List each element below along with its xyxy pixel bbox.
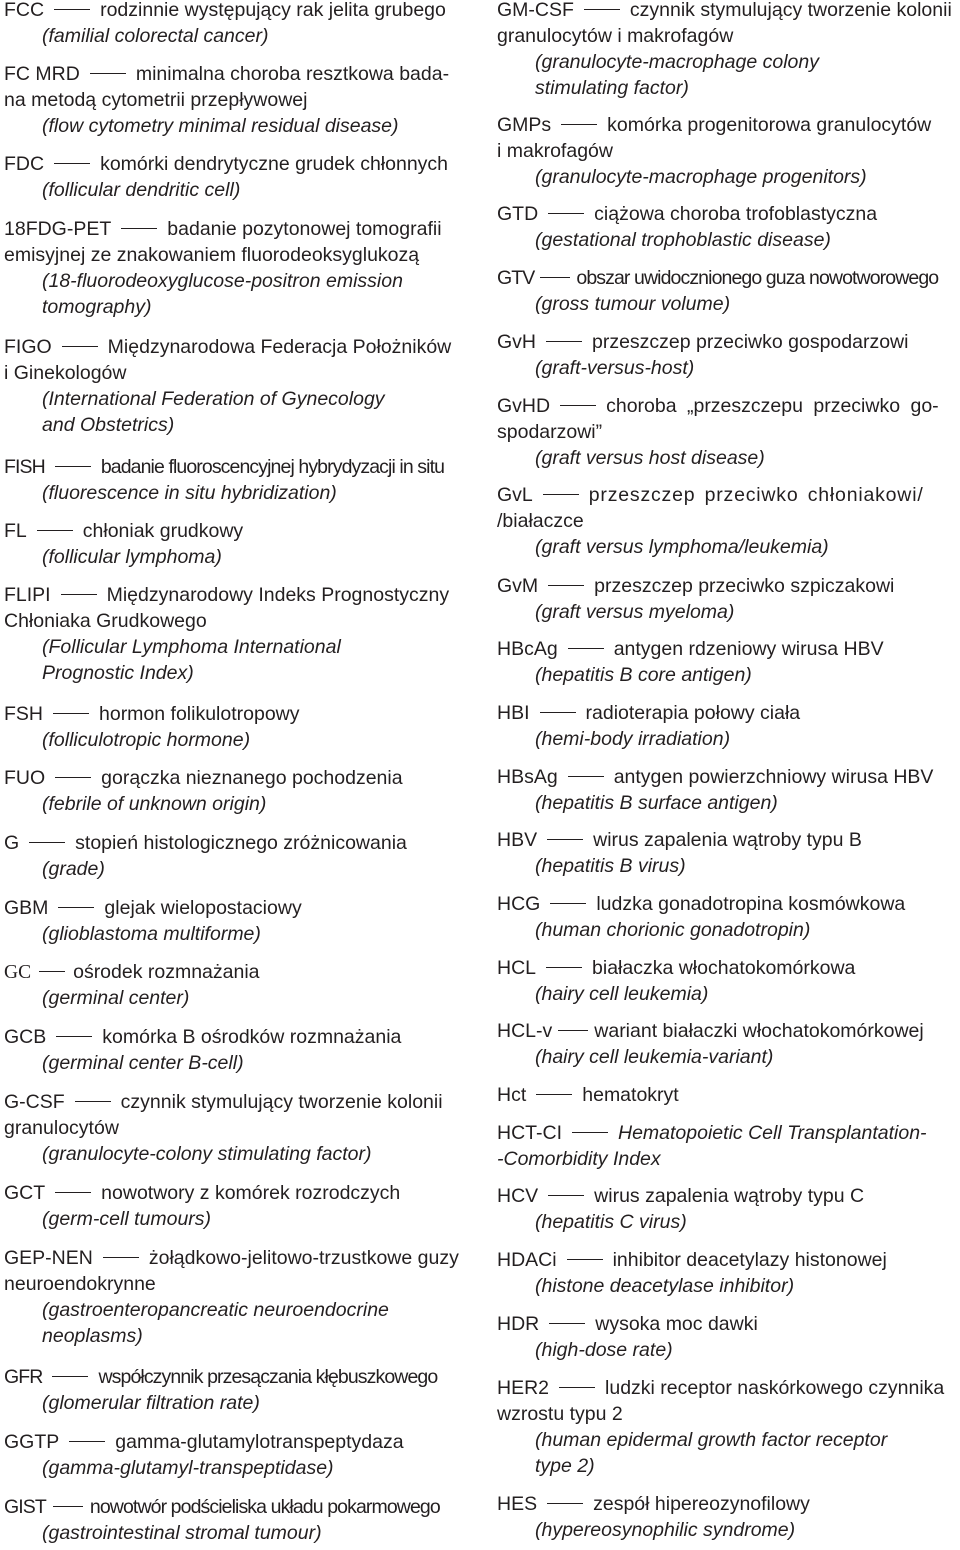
entry-polish-term: wirus zapalenia wątroby typu C (594, 1185, 865, 1207)
entry-polish-term: gamma-glutamylotranspeptydaza (115, 1431, 404, 1453)
dash-separator (540, 277, 570, 278)
entry-polish-term: ciążowa choroba trofoblastyczna (594, 203, 878, 225)
dash-separator (69, 1441, 105, 1442)
entry-polish-term: gorączka nieznanego pochodzenia (101, 767, 403, 789)
entry-english-term: (histone deacetylase inhibitor) (535, 1275, 795, 1297)
entry-polish-term: stopień histologicznego zróżnicowania (75, 832, 407, 854)
entry-head-line (497, 764, 959, 790)
entry-abbreviation: FL (4, 520, 27, 542)
entry-head-line (497, 891, 959, 917)
entry-polish-term: wysoka moc dawki (595, 1313, 758, 1335)
entry-head-line (4, 765, 469, 791)
entry-english-term: (graft-versus-host) (535, 357, 695, 379)
entry-english-term: (gross tumour volume) (535, 293, 731, 315)
entry-head-line (4, 151, 469, 177)
entry-english-term: (fluorescence in situ hybridization) (42, 482, 337, 504)
entry-polish-term-continued: i Ginekologów (4, 362, 127, 384)
entry-polish-term: wirus zapalenia wątroby typu B (593, 829, 862, 851)
dash-separator (568, 648, 604, 649)
entry-polish-term-continued: wzrostu typu 2 (497, 1403, 623, 1425)
entry-polish-term: Hematopoietic Cell Transplantation- (618, 1122, 927, 1144)
entry-polish-term: przeszczep przeciwko chłoniakowi/ (588, 484, 924, 506)
entry-english-term-continued: type 2) (535, 1455, 595, 1477)
entry-abbreviation: GTD (497, 203, 539, 225)
entry-head-line (497, 573, 959, 599)
entry-abbreviation: FISH (4, 456, 45, 478)
dash-separator (561, 124, 597, 125)
entry-head-line (497, 1120, 959, 1146)
entry-head-line (497, 955, 959, 981)
entry-english-term: (hairy cell leukemia-variant) (535, 1046, 774, 1068)
entry-polish-term: antygen powierzchniowy wirusa HBV (613, 766, 934, 788)
entry-english-term: (flow cytometry minimal residual disease) (42, 115, 399, 137)
dash-separator (536, 1094, 572, 1095)
entry-english-term: (hypereosynophilic syndrome) (535, 1519, 796, 1541)
entry-head-line (4, 454, 469, 480)
entry-polish-term-continued: neuroendokrynne (4, 1273, 156, 1295)
entry-head-line (497, 1183, 959, 1209)
dash-separator (567, 1259, 603, 1260)
entry-head-line (4, 1429, 469, 1455)
entry-english-term: (hepatitis C virus) (535, 1211, 687, 1233)
entry-abbreviation: GM-CSF (497, 0, 574, 21)
entry-head-line (497, 1491, 959, 1517)
entry-polish-term: nowotwory z komórek rozrodczych (101, 1182, 401, 1204)
entry-polish-term: Międzynarodowy Indeks Prognostyczny (106, 584, 450, 606)
dash-separator (52, 1376, 88, 1377)
entry-head-line (497, 201, 959, 227)
entry-english-term: (Follicular Lymphoma International (42, 636, 341, 658)
entry-polish-term: żołądkowo-jelitowo-trzustkowe guzy (148, 1247, 459, 1269)
dash-separator (56, 1036, 92, 1037)
entry-abbreviation: FSH (4, 703, 43, 725)
entry-polish-term-continued: granulocytów (4, 1117, 119, 1139)
entry-english-term: (high-dose rate) (535, 1339, 673, 1361)
entry-english-term: (febrile of unknown origin) (42, 793, 267, 815)
entry-abbreviation: GC (4, 962, 32, 983)
entry-english-term: (grade) (42, 858, 105, 880)
dash-separator (548, 585, 584, 586)
entry-polish-term-continued: Chłoniaka Grudkowego (4, 610, 207, 632)
entry-polish-term: radioterapia połowy ciała (585, 702, 801, 724)
entry-abbreviation: FIGO (4, 336, 52, 358)
entry-polish-term: przeszczep przeciwko gospodarzowi (592, 331, 909, 353)
entry-head-line (497, 1311, 959, 1337)
entry-polish-term: hematokryt (582, 1084, 679, 1106)
entry-head-line (497, 1247, 959, 1273)
entry-head-line (497, 0, 959, 23)
entry-head-line (4, 1180, 469, 1206)
entry-head-line (497, 1375, 959, 1401)
entry-english-term: (granulocyte-macrophage colony (535, 51, 819, 73)
entry-english-term: (gestational trophoblastic disease) (535, 229, 831, 251)
entry-head-line (4, 895, 469, 921)
entry-english-term: (gastrointestinal stromal tumour) (42, 1522, 322, 1544)
entry-abbreviation: FCC (4, 0, 45, 21)
entry-english-term-continued: tomography) (42, 296, 152, 318)
entry-abbreviation: HDACi (497, 1249, 557, 1271)
entry-polish-term-continued: i makrofagów (497, 140, 613, 162)
entry-polish-term: białaczka włochatokomórkowa (592, 957, 856, 979)
entry-abbreviation: HBI (497, 702, 530, 724)
entry-polish-term: komórka progenitorowa granulocytów (607, 114, 932, 136)
entry-head-line (4, 1364, 469, 1390)
entry-abbreviation: HBsAg (497, 766, 558, 788)
dash-separator (62, 346, 98, 347)
entry-polish-term: ludzki receptor naskórkowego czynnika (605, 1377, 945, 1399)
entry-abbreviation: GIST (4, 1496, 46, 1518)
entry-polish-term: chłoniak grudkowy (82, 520, 244, 542)
entry-english-term: (follicular dendritic cell) (42, 179, 241, 201)
entry-head-line (4, 518, 469, 544)
entry-abbreviation: GvH (497, 331, 536, 353)
entry-english-term-continued: Prognostic Index) (42, 662, 194, 684)
entry-english-term: (glomerular filtration rate) (42, 1392, 260, 1414)
entry-head-line (497, 700, 959, 726)
entry-head-line (4, 830, 469, 856)
dash-separator (568, 776, 604, 777)
entry-english-term: (glioblastoma multiforme) (42, 923, 261, 945)
entry-english-term: (hepatitis B surface antigen) (535, 792, 778, 814)
entry-abbreviation: FDC (4, 153, 45, 175)
entry-english-term-continued: neoplasms) (42, 1325, 143, 1347)
entry-polish-term: ośrodek rozmnażania (73, 961, 260, 983)
entry-abbreviation: HCV (497, 1185, 539, 1207)
entry-abbreviation: GFR (4, 1366, 43, 1388)
entry-polish-term-continued: emisyjnej ze znakowaniem fluorodeoksyglukozą (4, 244, 420, 266)
entry-polish-term: rodzinnie występujący rak jelita grubego (100, 0, 446, 21)
entry-abbreviation: Hct (497, 1084, 527, 1106)
dash-separator (121, 228, 157, 229)
entry-polish-term: antygen rdzeniowy wirusa HBV (613, 638, 884, 660)
entry-english-term: (hepatitis B virus) (535, 855, 686, 877)
entry-head-line (4, 216, 469, 242)
entry-abbreviation: 18FDG-PET (4, 218, 112, 240)
entry-polish-term: wariant białaczki włochatokomórkowej (594, 1020, 924, 1042)
entry-abbreviation: FUO (4, 767, 46, 789)
entry-abbreviation: HCT-CI (497, 1122, 562, 1144)
entry-head-line (497, 1082, 959, 1108)
entry-polish-term: badanie fluoroscencyjnej hybrydyzacji in situ (100, 456, 445, 478)
entry-polish-term: inhibitor deacetylazy histonowej (612, 1249, 887, 1271)
dash-separator (55, 777, 91, 778)
entry-abbreviation: HCL-v (497, 1020, 553, 1042)
entry-head-line (4, 701, 469, 727)
entry-polish-term-continued: -Comorbidity Index (497, 1148, 661, 1170)
entry-english-term: (graft versus host disease) (535, 447, 765, 469)
entry-english-term: (18-fluorodeoxyglucose-positron emission (42, 270, 403, 292)
entry-english-term: (granulocyte-macrophage progenitors) (535, 166, 867, 188)
dash-separator (54, 163, 90, 164)
dash-separator (37, 530, 73, 531)
entry-polish-term: obszar uwidocznionego guza nowotworowego (576, 267, 939, 289)
dash-separator (540, 712, 576, 713)
dash-separator (55, 1192, 91, 1193)
entry-abbreviation: HES (497, 1493, 538, 1515)
entry-polish-term: komórka B ośrodków rozmnażania (102, 1026, 402, 1048)
entry-english-term: (folliculotropic hormone) (42, 729, 251, 751)
dash-separator (90, 73, 126, 74)
dash-separator (53, 713, 89, 714)
entry-abbreviation: HBcAg (497, 638, 558, 660)
entry-head-line (4, 1024, 469, 1050)
entry-head-line (497, 636, 959, 662)
entry-abbreviation: HBV (497, 829, 538, 851)
entry-polish-term: czynnik stymulujący tworzenie kolonii (629, 0, 952, 21)
entry-head-line (497, 482, 959, 508)
entry-abbreviation: GCB (4, 1026, 47, 1048)
entry-polish-term-continued: na metodą cytometrii przepływowej (4, 89, 308, 111)
entry-english-term: (germinal center B-cell) (42, 1052, 244, 1074)
entry-abbreviation: HER2 (497, 1377, 550, 1399)
dash-separator (547, 839, 583, 840)
entry-english-term: (human epidermal growth factor receptor (535, 1429, 888, 1451)
entry-polish-term: czynnik stymulujący tworzenie kolonii (120, 1091, 443, 1113)
entry-abbreviation: HCG (497, 893, 541, 915)
entry-abbreviation: GvHD (497, 395, 551, 417)
entry-polish-term: choroba „przeszczepu przeciwko go- (606, 395, 939, 417)
entry-english-term: (familial colorectal cancer) (42, 25, 269, 47)
entry-english-term: (gamma-glutamyl-transpeptidase) (42, 1457, 334, 1479)
entry-english-term: (germ-cell tumours) (42, 1208, 212, 1230)
entry-english-term: (hairy cell leukemia) (535, 983, 709, 1005)
entry-abbreviation: G-CSF (4, 1091, 65, 1113)
entry-english-term: (hepatitis B core antigen) (535, 664, 752, 686)
dash-separator (572, 1132, 608, 1133)
entry-head-line (497, 265, 959, 291)
dash-separator (61, 594, 97, 595)
entry-abbreviation: G (4, 832, 20, 854)
entry-abbreviation: GvM (497, 575, 539, 597)
entry-english-term: (hemi-body irradiation) (535, 728, 731, 750)
entry-english-term: (gastroenteropancreatic neuroendocrine (42, 1299, 389, 1321)
entry-polish-term: badanie pozytonowej tomografii (167, 218, 442, 240)
entry-english-term: (graft versus myeloma) (535, 601, 735, 623)
dash-separator (53, 1506, 83, 1507)
entry-english-term: (human chorionic gonadotropin) (535, 919, 811, 941)
entry-abbreviation: GEP-NEN (4, 1247, 93, 1269)
dash-separator (559, 1387, 595, 1388)
entry-head-line (4, 334, 469, 360)
dash-separator (39, 971, 65, 972)
entry-head-line (4, 61, 469, 87)
entry-abbreviation: FLIPI (4, 584, 51, 606)
entry-polish-term: przeszczep przeciwko szpiczakowi (594, 575, 895, 597)
dash-separator (75, 1101, 111, 1102)
entry-head-line (497, 329, 959, 355)
entry-polish-term-continued: granulocytów i makrofagów (497, 25, 734, 47)
entry-abbreviation: GTV (497, 267, 535, 289)
entry-polish-term: zespół hipereozynofilowy (593, 1493, 810, 1515)
entry-abbreviation: GvL (497, 484, 533, 506)
dash-separator (584, 9, 620, 10)
entry-polish-term: minimalna choroba resztkowa bada- (135, 63, 450, 85)
entry-polish-term: glejak wielopostaciowy (104, 897, 302, 919)
entry-polish-term: nowotwór podścieliska układu pokarmowego (89, 1496, 440, 1518)
entry-abbreviation: GBM (4, 897, 49, 919)
dash-separator (103, 1257, 139, 1258)
entry-english-term-continued: stimulating factor) (535, 77, 689, 99)
entry-abbreviation: HCL (497, 957, 537, 979)
entry-abbreviation: FC MRD (4, 63, 80, 85)
entry-polish-term-continued: /białaczce (497, 510, 584, 532)
entry-english-term: (graft versus lymphoma/leukemia) (535, 536, 829, 558)
entry-head-line (497, 827, 959, 853)
dash-separator (546, 341, 582, 342)
entry-english-term-continued: and Obstetrics) (42, 414, 175, 436)
dash-separator (550, 903, 586, 904)
entry-head-line (4, 959, 469, 986)
entry-head-line (4, 0, 469, 23)
entry-head-line (497, 393, 959, 419)
entry-abbreviation: HDR (497, 1313, 540, 1335)
entry-head-line (497, 112, 959, 138)
entry-head-line (4, 1245, 469, 1271)
entry-polish-term: ludzka gonadotropina kosmówkowa (596, 893, 906, 915)
dash-separator (548, 1195, 584, 1196)
entry-head-line (4, 1494, 469, 1520)
dash-separator (58, 907, 94, 908)
entry-head-line (4, 1089, 469, 1115)
dash-separator (55, 466, 91, 467)
entry-abbreviation: GMPs (497, 114, 552, 136)
entry-head-line (4, 582, 469, 608)
entry-english-term: (follicular lymphoma) (42, 546, 222, 568)
dash-separator (549, 1323, 585, 1324)
entry-head-line (497, 1018, 959, 1044)
entry-abbreviation: GCT (4, 1182, 46, 1204)
entry-polish-term-continued: spodarzowi” (497, 421, 603, 443)
entry-english-term: (International Federation of Gynecology (42, 388, 385, 410)
entry-abbreviation: GGTP (4, 1431, 60, 1453)
dash-separator (547, 1503, 583, 1504)
dash-separator (558, 1030, 588, 1031)
dash-separator (54, 9, 90, 10)
entry-english-term: (germinal center) (42, 987, 190, 1009)
entry-polish-term: Międzynarodowa Federacja Położników (107, 336, 452, 358)
dash-separator (548, 213, 584, 214)
entry-english-term: (granulocyte-colony stimulating factor) (42, 1143, 372, 1165)
dash-separator (29, 842, 65, 843)
entry-polish-term: hormon folikulotropowy (99, 703, 300, 725)
entry-polish-term: współczynnik przesączania kłębuszkowego (98, 1366, 438, 1388)
dash-separator (546, 967, 582, 968)
dash-separator (543, 494, 579, 495)
dash-separator (560, 405, 596, 406)
entry-polish-term: komórki dendrytyczne grudek chłonnych (100, 153, 449, 175)
